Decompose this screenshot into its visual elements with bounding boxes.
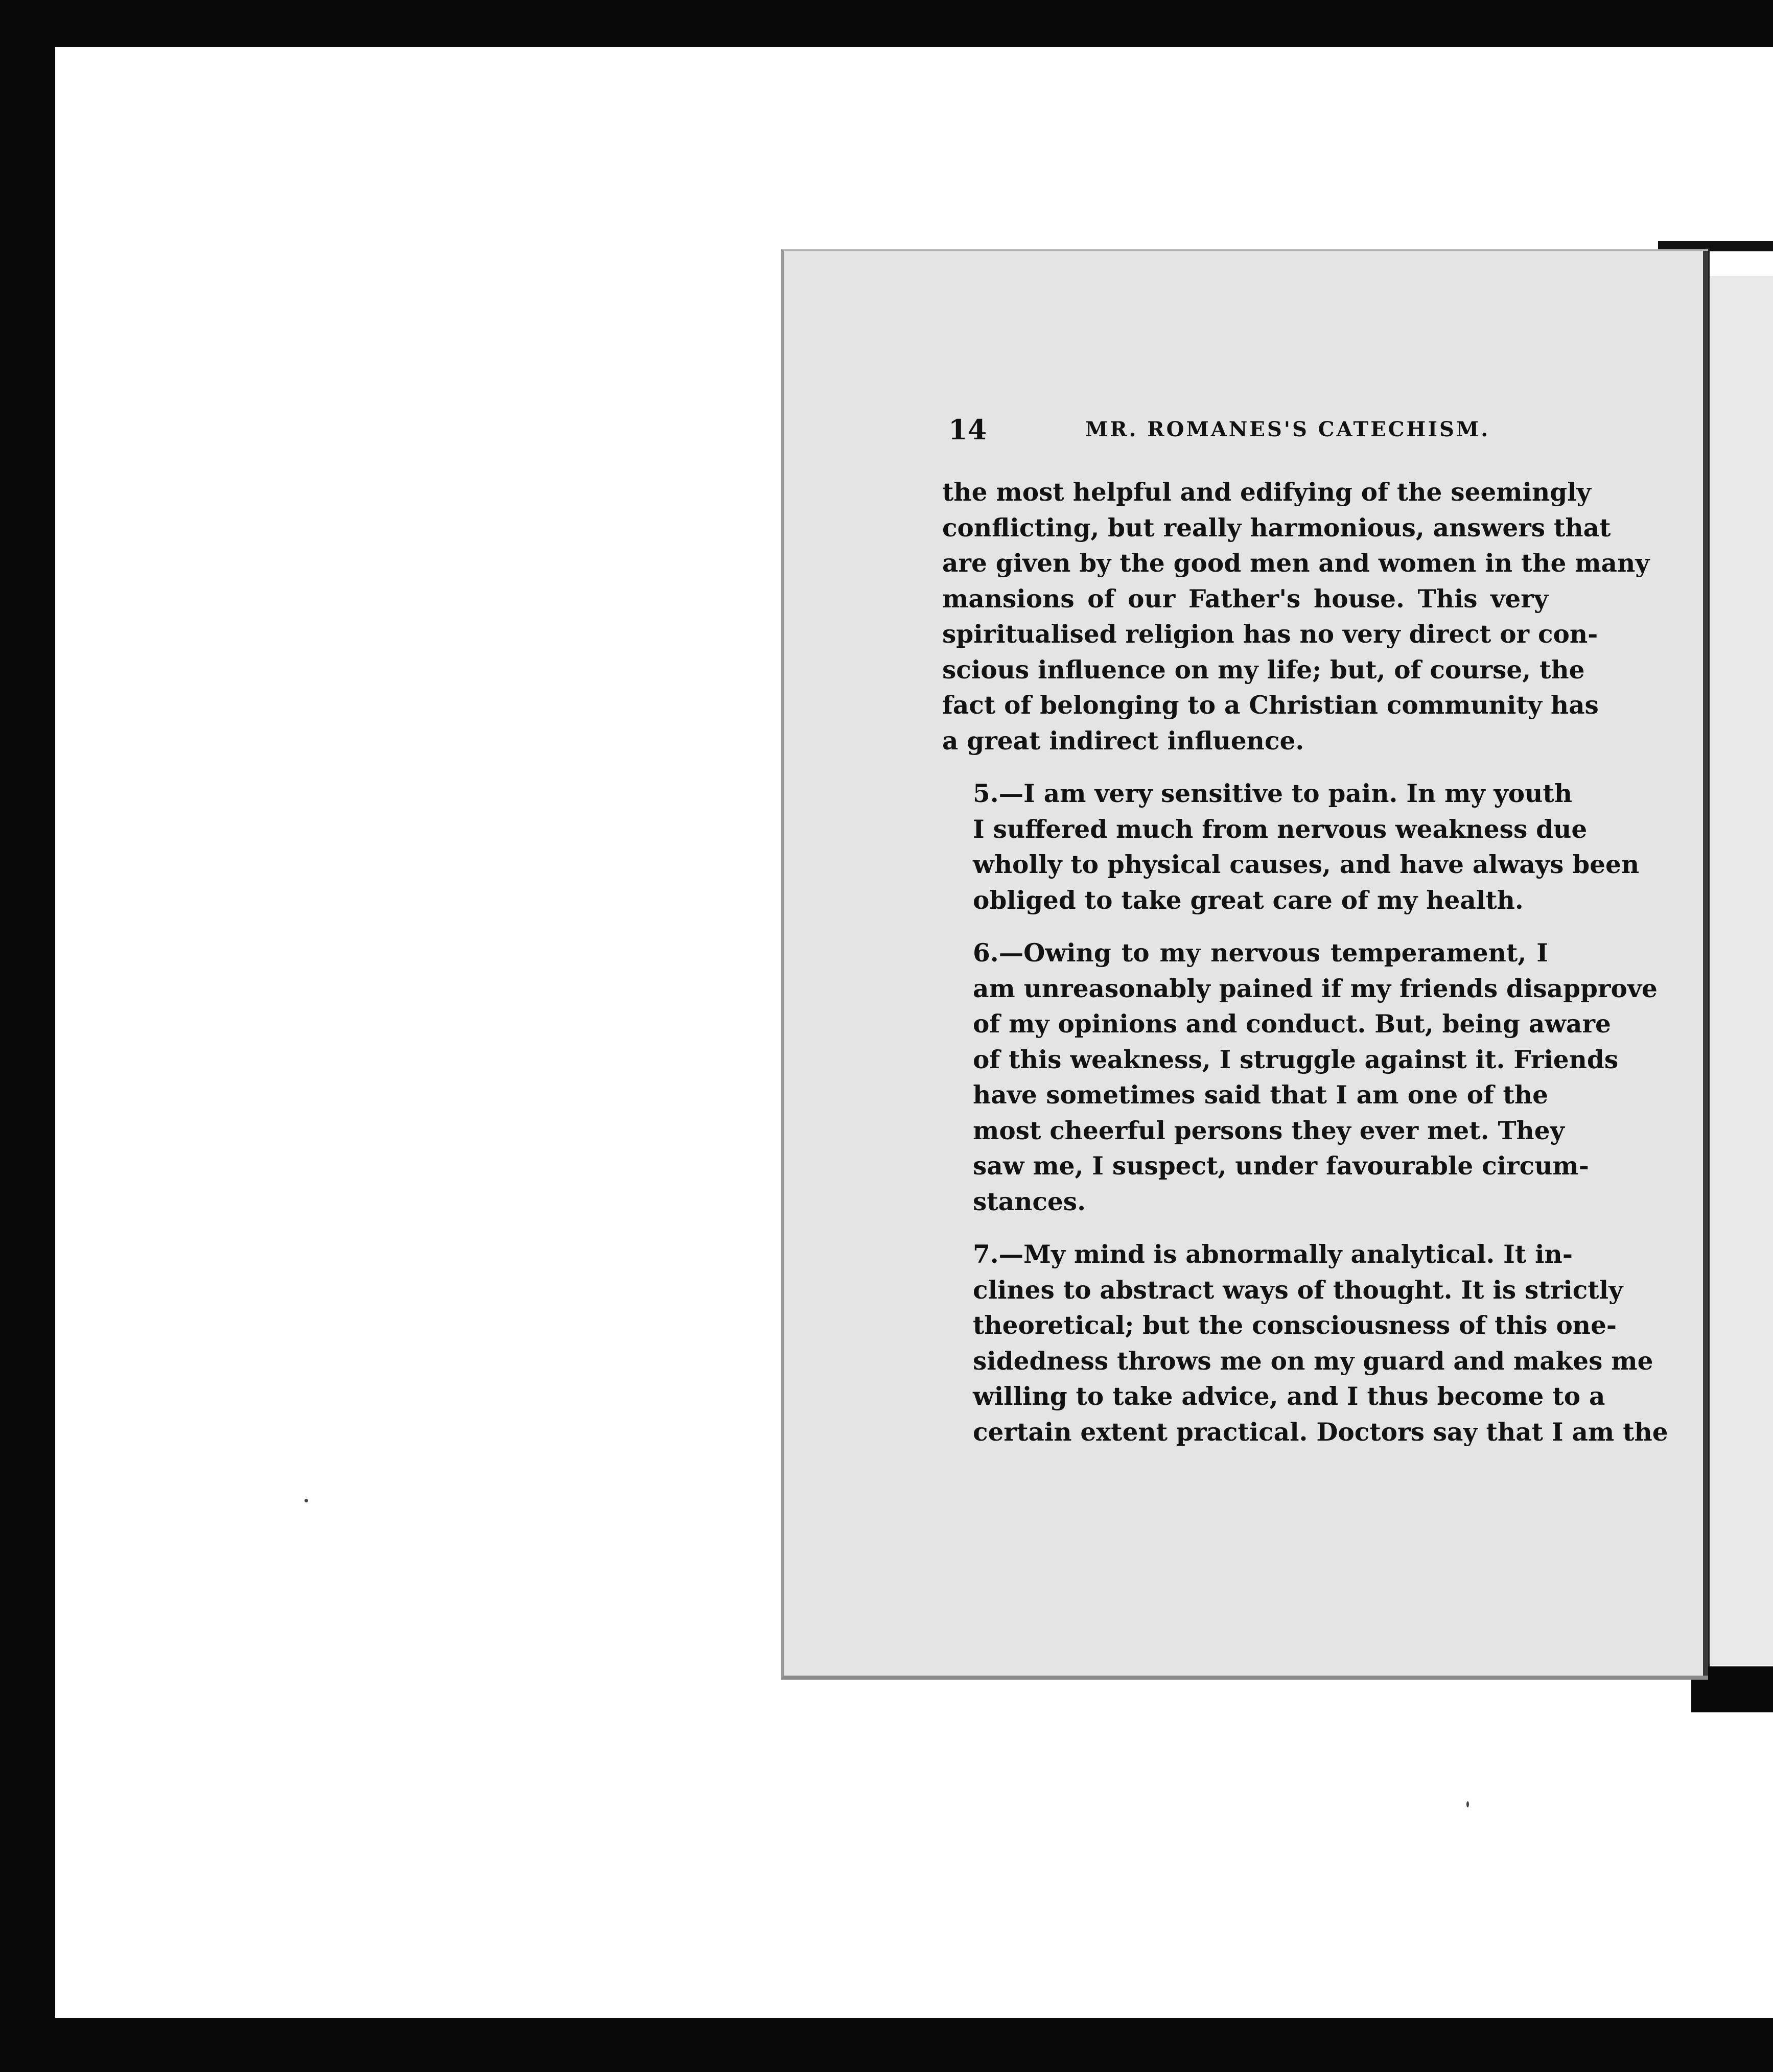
text-line: clines to abstract ways of thought. It is strictly [973,1275,1623,1305]
paragraph-7 [942,1237,1668,1450]
text-line: sidedness throws me on my guard and makes me [973,1346,1653,1376]
text-line: spiritualised religion has no very direct or con- [942,620,1598,649]
text-line: stances. [973,1187,1086,1216]
text-line: fact of belonging to a Christian community has [942,691,1599,720]
text-line: most cheerful persons they ever met. They [973,1116,1565,1145]
text-line: saw me, I suspect, under favourable circum- [973,1151,1589,1181]
page-edge-shadow [1703,251,1708,1676]
scan-border-top [0,0,1773,47]
text-line: obliged to take great care of my health. [973,885,1524,915]
page-number: 14 [948,413,987,446]
text-line: the most helpful and edifying of the seemingly [942,478,1591,507]
paragraph-6 [942,935,1658,1219]
text-line: have sometimes said that I am one of the [973,1080,1548,1110]
scan-speck [305,1499,308,1502]
text-line: mansions of our Father's house. This very [942,584,1548,614]
text-line: conflicting, but really harmonious, answers that [942,513,1611,543]
adjacent-page-edge [1710,276,1773,1665]
scan-border-left [0,0,55,2072]
text-line: I suffered much from nervous weakness due [973,814,1588,844]
text-line: scious influence on my life; but, of course, the [942,655,1585,685]
text-line: wholly to physical causes, and have always been [973,850,1640,879]
paragraph-continuation [942,475,1650,759]
text-line: 6.—Owing to my nervous temperament, I [973,938,1548,968]
text-line: am unreasonably pained if my friends disapprove [973,974,1658,1003]
text-line: of my opinions and conduct. But, being aware [973,1009,1611,1039]
text-line: 5.—I am very sensitive to pain. In my youth [973,779,1572,808]
body-text [942,475,1668,1450]
book-page [781,249,1708,1680]
text-line: of this weakness, I struggle against it. Friends [973,1045,1619,1074]
paragraph-5 [942,776,1640,918]
scan-speck [1466,1801,1469,1807]
text-line: certain extent practical. Doctors say that I am the [973,1417,1668,1447]
text-line: are given by the good men and women in the many [942,549,1650,578]
text-line: theoretical; but the consciousness of this one- [973,1311,1617,1340]
scan-border-bottom [0,2018,1773,2072]
text-line: a great indirect influence. [942,726,1304,756]
text-line: willing to take advice, and I thus become to a [973,1382,1605,1411]
running-title: MR. ROMANES'S CATECHISM. [1085,417,1490,441]
text-line: 7.—My mind is abnormally analytical. It in- [973,1240,1573,1269]
running-head [948,413,1554,454]
